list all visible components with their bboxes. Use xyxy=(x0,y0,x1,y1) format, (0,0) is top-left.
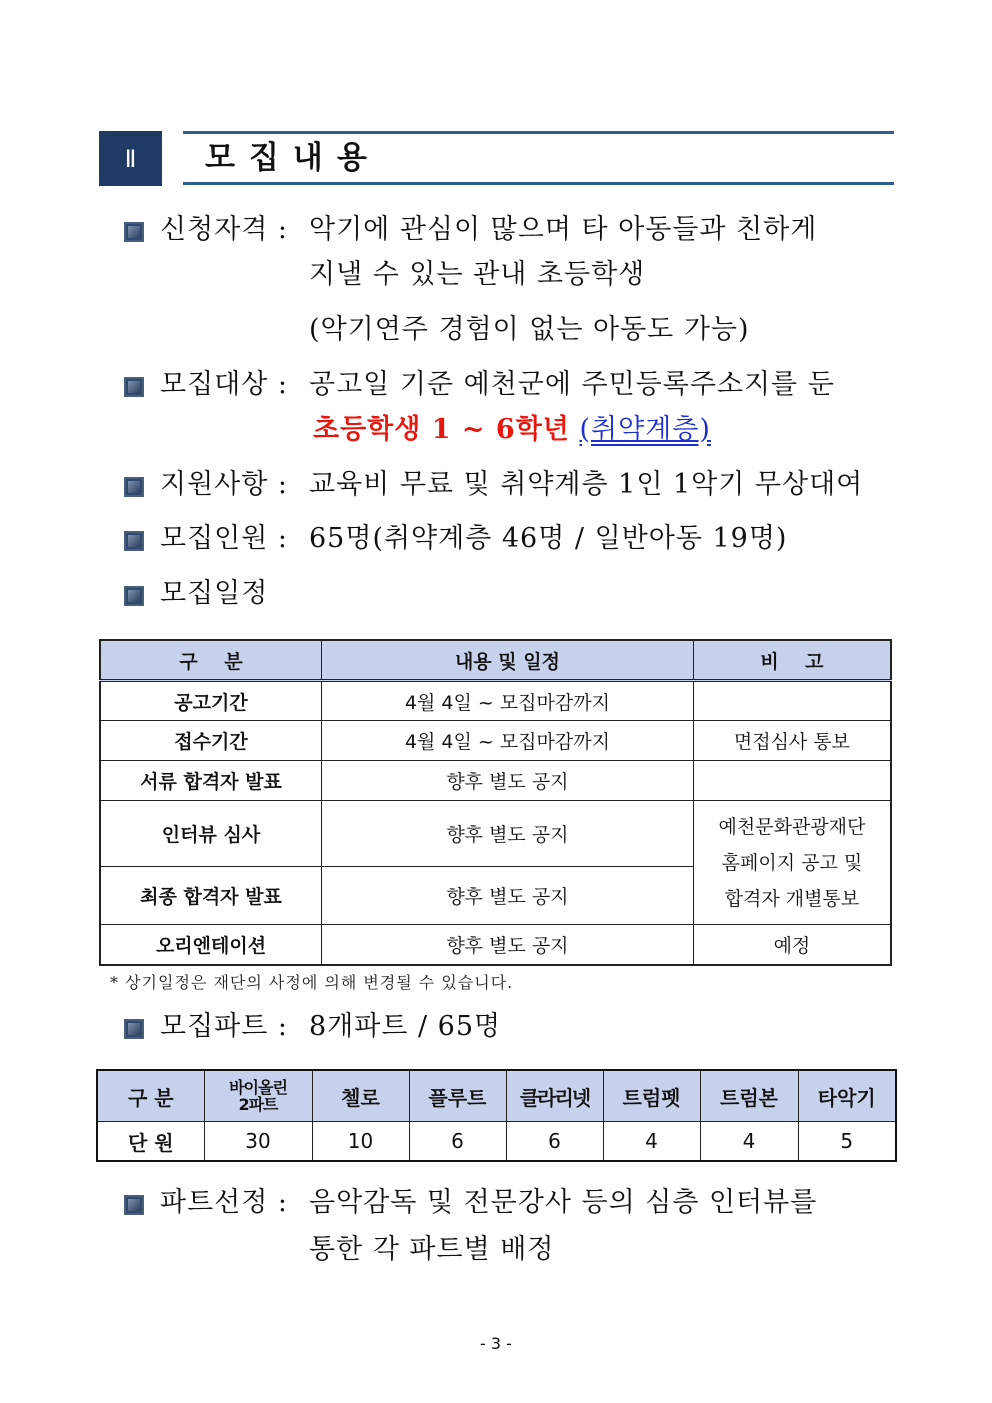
schedule-row-name: 공고기간 xyxy=(100,681,322,721)
qualification-line1: 악기에 관심이 많으며 타 아동들과 친하게 xyxy=(309,214,818,245)
schedule-row-name: 접수기간 xyxy=(100,721,322,761)
schedule-row-note xyxy=(693,761,891,801)
parts-instrument: 트럼본 xyxy=(700,1070,798,1122)
parts-count: 30 xyxy=(204,1122,312,1162)
parts-label: 모집파트 : xyxy=(160,1011,289,1042)
schedule-row-content: 향후 별도 공지 xyxy=(322,867,694,925)
parts-instrument-violin xyxy=(204,1070,312,1122)
parts-instrument: 타악기 xyxy=(798,1070,896,1122)
schedule-label: 모집일정 xyxy=(160,578,269,609)
parts-instrument: 플루트 xyxy=(409,1070,506,1122)
qualification-line3: (악기연주 경험이 없는 아동도 가능) xyxy=(309,314,750,345)
target-label: 모집대상 : xyxy=(160,369,289,400)
title-rule-top xyxy=(183,131,894,134)
support-text: 교육비 무료 및 취약계층 1인 1악기 무상대여 xyxy=(309,469,864,500)
merged-note-line: 합격자 개별통보 xyxy=(724,887,860,910)
target-line2 xyxy=(313,412,711,448)
schedule-row-note: 예정 xyxy=(693,925,891,965)
schedule-header-note: 비 고 xyxy=(693,640,891,681)
section-number-box xyxy=(99,131,162,186)
selection-label: 파트선정 : xyxy=(160,1187,289,1218)
table-row xyxy=(100,761,891,801)
bullet-icon xyxy=(124,1195,144,1215)
bullet-icon xyxy=(124,222,144,242)
parts-count: 6 xyxy=(506,1122,603,1162)
schedule-table xyxy=(99,639,892,966)
schedule-row-content: 향후 별도 공지 xyxy=(322,925,694,965)
parts-instrument: 클라리넷 xyxy=(506,1070,603,1122)
schedule-row-content: 4월 4일 ~ 모집마감까지 xyxy=(322,681,694,721)
schedule-header-row xyxy=(100,640,891,681)
schedule-row-content: 4월 4일 ~ 모집마감까지 xyxy=(322,721,694,761)
schedule-header-content: 내용 및 일정 xyxy=(322,640,694,681)
schedule-merged-note xyxy=(693,801,891,925)
schedule-row-name: 서류 합격자 발표 xyxy=(100,761,322,801)
bullet-icon xyxy=(124,477,144,497)
section-title: 모집내용 xyxy=(205,140,381,176)
parts-count: 5 xyxy=(798,1122,896,1162)
section-number: Ⅱ xyxy=(124,144,137,173)
parts-count: 10 xyxy=(312,1122,409,1162)
support-label: 지원사항 : xyxy=(160,469,289,500)
table-row xyxy=(100,721,891,761)
bullet-icon xyxy=(124,377,144,397)
schedule-row-note xyxy=(693,681,891,721)
schedule-header-category: 구 분 xyxy=(100,640,322,681)
count-label: 모집인원 : xyxy=(160,523,289,554)
schedule-row-content: 향후 별도 공지 xyxy=(322,801,694,867)
target-line1: 공고일 기준 예천군에 주민등록주소지를 둔 xyxy=(309,369,835,400)
parts-count: 4 xyxy=(603,1122,700,1162)
parts-header-row xyxy=(97,1070,896,1122)
target-vulnerable-link[interactable]: (취약계층) xyxy=(579,414,711,445)
schedule-row-name: 인터뷰 심사 xyxy=(100,801,322,867)
qualification-line2: 지낼 수 있는 관내 초등학생 xyxy=(309,259,646,290)
selection-line1: 음악감독 및 전문강사 등의 심층 인터뷰를 xyxy=(309,1187,818,1218)
count-text: 65명(취약계층 46명 / 일반아동 19명) xyxy=(309,523,788,554)
merged-note-line: 홈페이지 공고 및 xyxy=(721,851,863,874)
parts-count: 6 xyxy=(409,1122,506,1162)
bullet-icon xyxy=(124,1019,144,1039)
parts-table xyxy=(96,1069,897,1162)
schedule-row-name: 최종 합격자 발표 xyxy=(100,867,322,925)
schedule-row-content: 향후 별도 공지 xyxy=(322,761,694,801)
schedule-note: * 상기일정은 재단의 사정에 의해 변경될 수 있습니다. xyxy=(110,973,514,992)
table-row xyxy=(100,801,891,867)
parts-count-row xyxy=(97,1122,896,1162)
selection-line2: 통한 각 파트별 배정 xyxy=(309,1234,555,1265)
violin-line: 바이올린 xyxy=(229,1078,287,1097)
qualification-label: 신청자격 : xyxy=(160,214,289,245)
page-number: - 3 - xyxy=(480,1334,512,1353)
parts-instrument: 첼로 xyxy=(312,1070,409,1122)
parts-count: 4 xyxy=(700,1122,798,1162)
schedule-row-name: 오리엔테이션 xyxy=(100,925,322,965)
parts-instrument: 트럼펫 xyxy=(603,1070,700,1122)
bullet-icon xyxy=(124,586,144,606)
target-grade-highlight: 초등학생 1 ~ 6학년 xyxy=(313,414,570,445)
title-rule-bottom xyxy=(183,182,894,185)
parts-row-label: 단 원 xyxy=(97,1122,204,1162)
parts-text: 8개파트 / 65명 xyxy=(309,1011,502,1042)
schedule-row-note: 면접심사 통보 xyxy=(693,721,891,761)
bullet-icon xyxy=(124,531,144,551)
merged-note-line: 예천문화관광재단 xyxy=(718,815,866,838)
parts-header-label: 구 분 xyxy=(97,1070,204,1122)
violin-line: 2파트 xyxy=(238,1095,278,1114)
table-row xyxy=(100,681,891,721)
table-row xyxy=(100,925,891,965)
